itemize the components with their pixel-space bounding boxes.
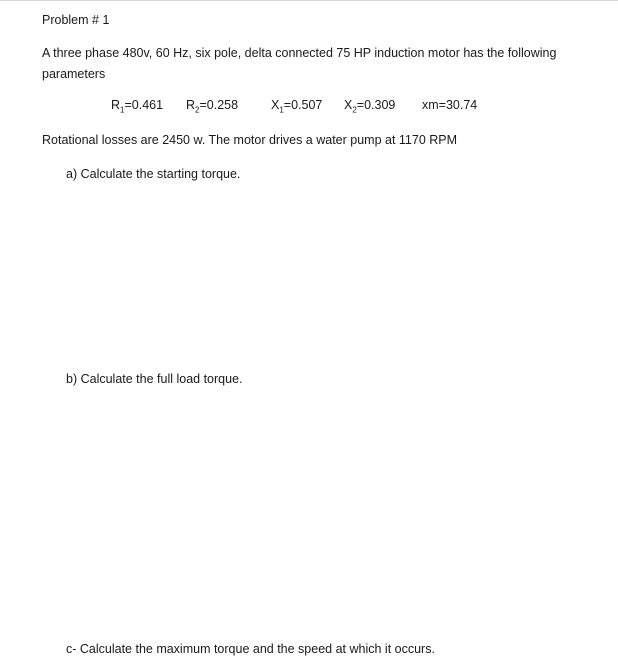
- param-x2: $X_2=0.309$: [344, 98, 396, 115]
- param-r2: $R_2=0.258$: [186, 98, 239, 115]
- question-a: a) Calculate the starting torque.: [66, 167, 241, 181]
- problem-statement: A three phase 480v, 60 Hz, six pole, delta connected 75 HP induction motor has the following parameters: [42, 46, 557, 81]
- param-r1: $R_1=0.461$: [111, 98, 164, 115]
- top-divider: [0, 0, 618, 1]
- param-xm: xm=30.74: [422, 98, 478, 112]
- param-x1: $X_1=0.507$: [271, 98, 323, 115]
- losses-and-speed-line: Rotational losses are 2450 w. The motor drives a water pump at 1170 RPM: [42, 133, 458, 147]
- question-b: b) Calculate the full load torque.: [66, 372, 243, 386]
- question-c: c- Calculate the maximum torque and the speed at which it occurs.: [66, 642, 435, 656]
- problem-title: Problem # 1: [42, 13, 110, 27]
